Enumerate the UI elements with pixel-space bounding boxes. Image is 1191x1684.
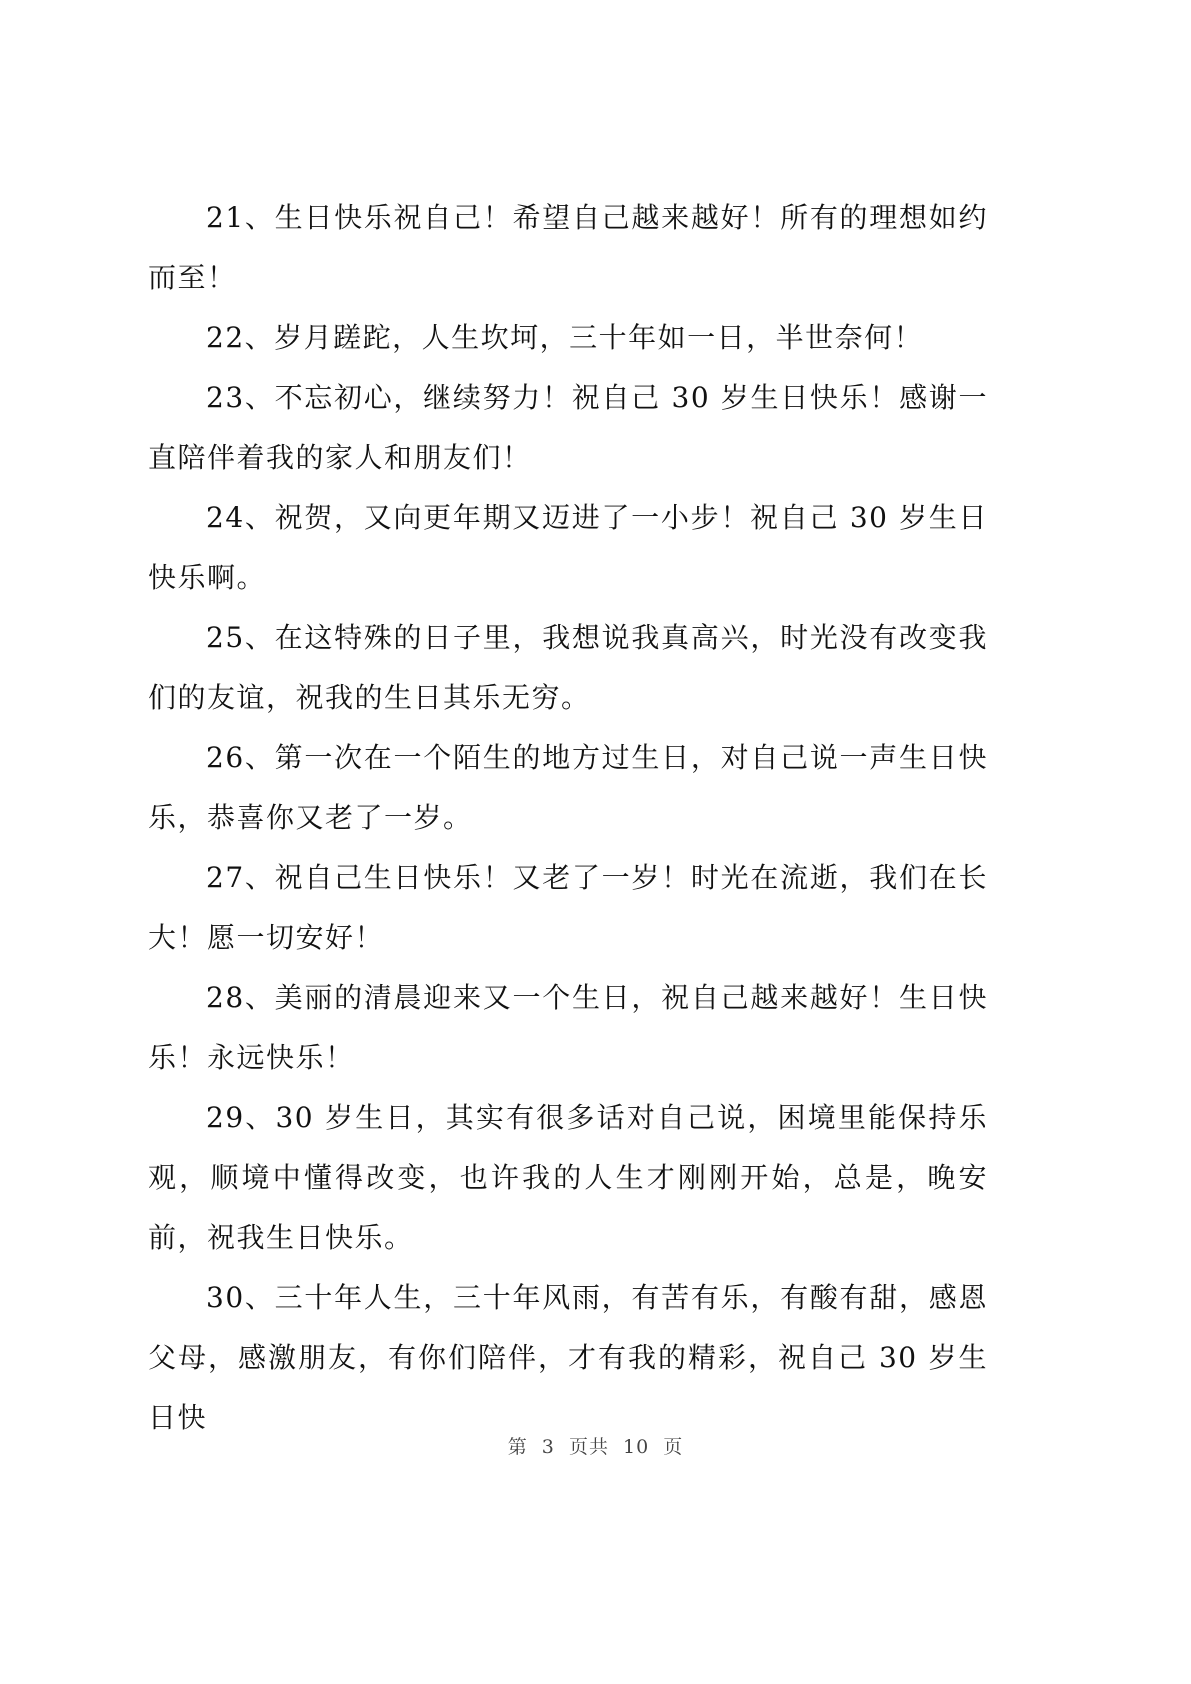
page-number-label: 第 3 页共 10 页 (507, 1436, 684, 1458)
paragraph-30: 30、三十年人生，三十年风雨，有苦有乐，有酸有甜，感恩父母，感激朋友，有你们陪伴，才有我的精彩，祝自己 30 岁生日快 (148, 1281, 988, 1434)
paragraph-26: 26、第一次在一个陌生的地方过生日，对自己说一声生日快乐，恭喜你又老了一岁。 (148, 741, 988, 834)
paragraph-29: 29、30 岁生日，其实有很多话对自己说，困境里能保持乐观，顺境中懂得改变，也许我的人生才刚刚开始，总是，晚安前，祝我生日快乐。 (148, 1101, 988, 1254)
paragraph-25: 25、在这特殊的日子里，我想说我真高兴，时光没有改变我们的友谊，祝我的生日其乐无穷。 (148, 621, 988, 714)
paragraph-21: 21、生日快乐祝自己！希望自己越来越好！所有的理想如约而至！ (148, 201, 988, 294)
paragraph-28: 28、美丽的清晨迎来又一个生日，祝自己越来越好！生日快乐！永远快乐！ (148, 981, 988, 1074)
paragraph-27: 27、祝自己生日快乐！又老了一岁！时光在流逝，我们在长大！愿一切安好！ (148, 861, 988, 954)
document-body (148, 188, 988, 1448)
page-footer (0, 1432, 1191, 1459)
paragraph-23: 23、不忘初心，继续努力！祝自己 30 岁生日快乐！感谢一直陪伴着我的家人和朋友们！ (148, 381, 988, 474)
paragraph-24: 24、祝贺，又向更年期又迈进了一小步！祝自己 30 岁生日快乐啊。 (148, 501, 988, 594)
paragraph-22: 22、岁月蹉跎，人生坎坷，三十年如一日，半世奈何！ (206, 321, 924, 354)
